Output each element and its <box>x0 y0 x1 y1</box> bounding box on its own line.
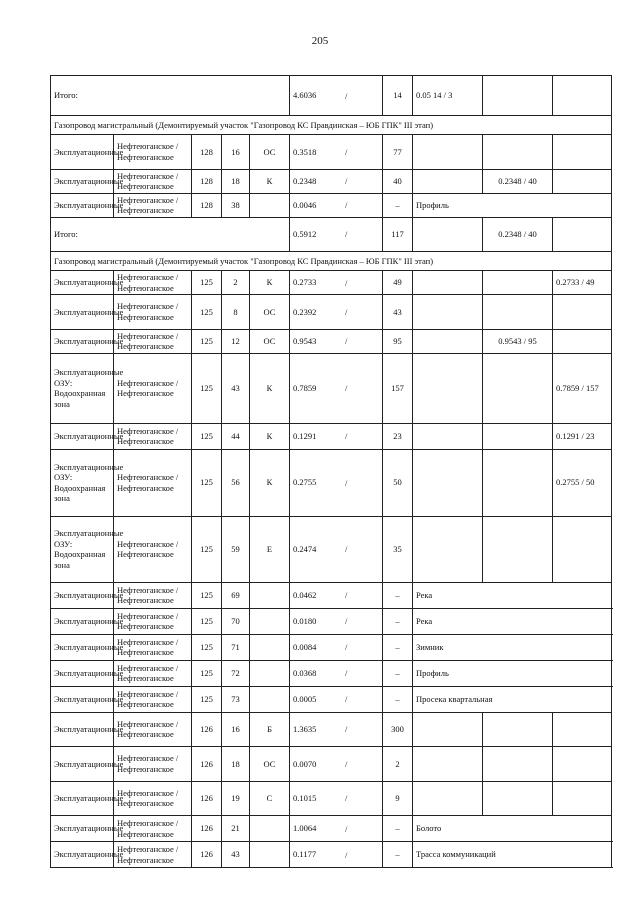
table-row <box>51 135 612 170</box>
note-cell: Река <box>413 608 612 634</box>
protection-cell: С <box>250 781 290 816</box>
forestry-cell: Нефтеюганское / Нефтеюганское <box>114 193 192 217</box>
section-cell: 71 <box>222 634 250 660</box>
area-separator: / <box>345 229 348 239</box>
table-body <box>51 76 612 868</box>
area-value: 0.2348 <box>293 175 317 186</box>
forestry-cell: Нефтеюганское / Нефтеюганское <box>114 816 192 842</box>
quarter-cell: 125 <box>192 686 222 712</box>
quarter-cell: 126 <box>192 781 222 816</box>
value-col-1 <box>413 217 483 252</box>
value-col-1 <box>413 135 483 170</box>
table-row <box>51 295 612 330</box>
table-row <box>51 423 612 449</box>
area-separator: / <box>345 146 348 157</box>
table-row <box>51 634 612 660</box>
value-col-2 <box>483 271 553 295</box>
category-cell: Эксплуатационные <box>51 169 114 193</box>
area-value: 0.0070 <box>293 758 317 769</box>
quarter-cell: 128 <box>192 169 222 193</box>
forestry-cell: Нефтеюганское / Нефтеюганское <box>114 582 192 608</box>
area-value: 0.0368 <box>293 667 317 678</box>
page-number: 205 <box>311 35 329 47</box>
forestry-cell: Нефтеюганское / Нефтеюганское <box>114 634 192 660</box>
forestry-cell: Нефтеюганское / Нефтеюганское <box>114 686 192 712</box>
section-header-row <box>51 252 612 271</box>
note-cell: Болото <box>413 816 612 842</box>
value-col-2: 0.9543 / 95 <box>483 329 553 353</box>
forest-allocation-table <box>50 75 612 868</box>
section-cell: 21 <box>222 816 250 842</box>
quarter-cell: 125 <box>192 449 222 516</box>
section-cell: 19 <box>222 781 250 816</box>
quarter-cell: 125 <box>192 295 222 330</box>
table-row <box>51 353 612 423</box>
protection-cell: К <box>250 169 290 193</box>
value-col-3 <box>553 169 612 193</box>
value-col-3: 0.1291 / 23 <box>553 423 612 449</box>
area-separator: / <box>345 693 348 704</box>
category-cell: Эксплуатационные <box>51 686 114 712</box>
area-separator: / <box>345 823 348 834</box>
value-col-3: 0.2755 / 50 <box>553 449 612 516</box>
category-cell: Эксплуатационные <box>51 747 114 782</box>
value-col-1 <box>413 747 483 782</box>
section-cell: 38 <box>222 193 250 217</box>
value-col-3 <box>553 76 612 116</box>
forestry-cell: Нефтеюганское / Нефтеюганское <box>114 712 192 747</box>
section-cell: 59 <box>222 516 250 582</box>
forestry-cell: Нефтеюганское / Нефтеюганское <box>114 423 192 449</box>
note-cell: Просека квартальная <box>413 686 612 712</box>
forestry-cell: Нефтеюганское / Нефтеюганское <box>114 781 192 816</box>
note-cell: Река <box>413 582 612 608</box>
area-cell <box>290 76 383 116</box>
area-separator: / <box>345 90 348 101</box>
protection-cell: ОС <box>250 329 290 353</box>
forestry-cell: Нефтеюганское / Нефтеюганское <box>114 169 192 193</box>
section-cell: 69 <box>222 582 250 608</box>
value-col-2 <box>483 747 553 782</box>
total-row <box>51 217 612 252</box>
forestry-cell: Нефтеюганское / Нефтеюганское <box>114 516 192 582</box>
quarter-cell: 128 <box>192 193 222 217</box>
area-cell <box>290 193 383 217</box>
category-cell: Эксплуатационные <box>51 712 114 747</box>
value-col-1 <box>413 449 483 516</box>
protection-cell: ОС <box>250 295 290 330</box>
area-value: 0.2392 <box>293 306 317 317</box>
section-cell: 2 <box>222 271 250 295</box>
table-row <box>51 660 612 686</box>
area-value: 0.3518 <box>293 146 317 157</box>
category-cell: Эксплуатационные <box>51 781 114 816</box>
area-cell <box>290 516 383 582</box>
area-cell <box>290 747 383 782</box>
area-cell <box>290 423 383 449</box>
forestry-cell: Нефтеюганское / Нефтеюганское <box>114 608 192 634</box>
count-cell: – <box>383 686 413 712</box>
table-row <box>51 516 612 582</box>
note-cell: Трасса коммуникаций <box>413 842 612 868</box>
note-cell: Зимник <box>413 634 612 660</box>
section-cell: 16 <box>222 135 250 170</box>
section-cell: 70 <box>222 608 250 634</box>
table-row <box>51 686 612 712</box>
note-cell: Профиль <box>413 193 612 217</box>
section-cell: 12 <box>222 329 250 353</box>
value-col-3 <box>553 217 612 252</box>
value-col-1 <box>413 329 483 353</box>
category-cell: Эксплуатационные <box>51 423 114 449</box>
count-cell: – <box>383 193 413 217</box>
protection-cell: Е <box>250 516 290 582</box>
protection-cell <box>250 842 290 868</box>
protection-cell <box>250 634 290 660</box>
value-col-2 <box>483 353 553 423</box>
section-cell: 72 <box>222 660 250 686</box>
quarter-cell: 125 <box>192 423 222 449</box>
area-value: 0.0046 <box>293 199 317 210</box>
area-separator: / <box>345 306 348 317</box>
section-cell: 8 <box>222 295 250 330</box>
area-value: 1.3635 <box>293 724 317 734</box>
quarter-cell: 126 <box>192 816 222 842</box>
section-cell: 16 <box>222 712 250 747</box>
protection-cell: К <box>250 353 290 423</box>
forestry-cell: Нефтеюганское / Нефтеюганское <box>114 271 192 295</box>
area-cell <box>290 712 383 747</box>
value-col-3 <box>553 781 612 816</box>
category-cell: Эксплуатационные <box>51 842 114 868</box>
area-separator: / <box>345 589 348 600</box>
area-cell <box>290 842 383 868</box>
area-value: 0.2755 <box>293 477 317 488</box>
area-value: 1.0064 <box>293 823 317 834</box>
protection-cell: ОС <box>250 747 290 782</box>
count-cell: 35 <box>383 516 413 582</box>
count-cell: 77 <box>383 135 413 170</box>
section-cell: 44 <box>222 423 250 449</box>
category-cell: Эксплуатационные ОЗУ: Водоохранная зона <box>51 353 114 423</box>
total-label: Итого: <box>51 217 290 252</box>
total-row <box>51 76 612 116</box>
quarter-cell: 125 <box>192 329 222 353</box>
count-cell: 157 <box>383 353 413 423</box>
protection-cell: Б <box>250 712 290 747</box>
area-value: 0.1015 <box>293 793 317 803</box>
value-col-3 <box>553 747 612 782</box>
category-cell: Эксплуатационные <box>51 135 114 170</box>
area-cell <box>290 634 383 660</box>
category-cell: Эксплуатационные ОЗУ: Водоохранная зона <box>51 449 114 516</box>
area-separator: / <box>345 199 348 210</box>
value-col-2: 0.2348 / 40 <box>483 169 553 193</box>
area-separator: / <box>345 667 348 678</box>
count-cell: – <box>383 660 413 686</box>
category-cell: Эксплуатационные ОЗУ: Водоохранная зона <box>51 516 114 582</box>
forestry-cell: Нефтеюганское / Нефтеюганское <box>114 747 192 782</box>
protection-cell: К <box>250 271 290 295</box>
area-separator: / <box>345 430 348 441</box>
value-col-2 <box>483 516 553 582</box>
count-cell: – <box>383 842 413 868</box>
area-separator: / <box>345 477 348 488</box>
category-cell: Эксплуатационные <box>51 193 114 217</box>
table-row <box>51 193 612 217</box>
area-separator: / <box>345 543 348 554</box>
category-cell: Эксплуатационные <box>51 660 114 686</box>
forestry-cell: Нефтеюганское / Нефтеюганское <box>114 295 192 330</box>
value-col-1 <box>413 781 483 816</box>
count-cell: – <box>383 582 413 608</box>
section-cell: 18 <box>222 169 250 193</box>
section-header-row <box>51 116 612 135</box>
count-cell: 117 <box>383 217 413 252</box>
protection-cell <box>250 608 290 634</box>
section-cell: 18 <box>222 747 250 782</box>
value-col-2 <box>483 295 553 330</box>
quarter-cell: 125 <box>192 660 222 686</box>
forestry-cell: Нефтеюганское / Нефтеюганское <box>114 135 192 170</box>
area-cell <box>290 660 383 686</box>
value-col-3: 0.7859 / 157 <box>553 353 612 423</box>
count-cell: 14 <box>383 76 413 116</box>
quarter-cell: 125 <box>192 634 222 660</box>
section-cell: 56 <box>222 449 250 516</box>
value-col-2: 0.2348 / 40 <box>483 217 553 252</box>
area-separator: / <box>345 641 348 652</box>
count-cell: 49 <box>383 271 413 295</box>
area-value: 0.2474 <box>293 543 317 554</box>
value-col-3 <box>553 329 612 353</box>
quarter-cell: 125 <box>192 271 222 295</box>
value-col-1 <box>413 353 483 423</box>
area-value: 0.1291 <box>293 430 317 441</box>
value-col-2 <box>483 423 553 449</box>
value-col-1 <box>413 295 483 330</box>
area-value: 0.5912 <box>293 229 317 239</box>
quarter-cell: 126 <box>192 842 222 868</box>
table-row <box>51 449 612 516</box>
quarter-cell: 125 <box>192 582 222 608</box>
value-col-1 <box>413 271 483 295</box>
category-cell: Эксплуатационные <box>51 608 114 634</box>
count-cell: 9 <box>383 781 413 816</box>
quarter-cell: 125 <box>192 353 222 423</box>
area-cell <box>290 217 383 252</box>
quarter-cell: 125 <box>192 516 222 582</box>
value-col-3 <box>553 295 612 330</box>
area-value: 0.0084 <box>293 641 317 652</box>
quarter-cell: 126 <box>192 747 222 782</box>
value-col-2 <box>483 76 553 116</box>
protection-cell <box>250 660 290 686</box>
quarter-cell: 126 <box>192 712 222 747</box>
value-col-3 <box>553 516 612 582</box>
area-cell <box>290 135 383 170</box>
protection-cell: К <box>250 423 290 449</box>
forestry-cell: Нефтеюганское / Нефтеюганское <box>114 353 192 423</box>
count-cell: 43 <box>383 295 413 330</box>
area-cell <box>290 295 383 330</box>
area-value: 0.9543 <box>293 335 317 346</box>
area-cell <box>290 686 383 712</box>
category-cell: Эксплуатационные <box>51 634 114 660</box>
area-separator: / <box>345 335 348 346</box>
table-row <box>51 712 612 747</box>
section-cell: 73 <box>222 686 250 712</box>
area-separator: / <box>345 277 348 288</box>
value-col-1 <box>413 423 483 449</box>
table-row <box>51 842 612 868</box>
protection-cell <box>250 816 290 842</box>
table-row <box>51 781 612 816</box>
count-cell: 50 <box>383 449 413 516</box>
value-col-2 <box>483 449 553 516</box>
quarter-cell: 128 <box>192 135 222 170</box>
forestry-cell: Нефтеюганское / Нефтеюганское <box>114 449 192 516</box>
area-value: 0.2733 <box>293 277 317 288</box>
table-row <box>51 608 612 634</box>
note-cell: Профиль <box>413 660 612 686</box>
area-value: 0.0462 <box>293 589 317 600</box>
protection-cell <box>250 193 290 217</box>
value-col-2 <box>483 712 553 747</box>
area-separator: / <box>345 758 348 769</box>
count-cell: 300 <box>383 712 413 747</box>
total-label: Итого: <box>51 76 290 116</box>
area-separator: / <box>345 849 348 860</box>
count-cell: 40 <box>383 169 413 193</box>
category-cell: Эксплуатационные <box>51 295 114 330</box>
forestry-cell: Нефтеюганское / Нефтеюганское <box>114 842 192 868</box>
forestry-cell: Нефтеюганское / Нефтеюганское <box>114 329 192 353</box>
area-cell <box>290 449 383 516</box>
area-separator: / <box>345 615 348 626</box>
protection-cell: ОС <box>250 135 290 170</box>
area-cell <box>290 353 383 423</box>
area-value: 0.0180 <box>293 615 317 626</box>
section-title: Газопровод магистральный (Демонтируемый участок "Газопровод КС Правдинская – ЮБ ГПК" III этап) <box>51 116 612 135</box>
value-col-3 <box>553 135 612 170</box>
category-cell: Эксплуатационные <box>51 816 114 842</box>
area-value: 4.6036 <box>293 90 317 101</box>
area-cell <box>290 781 383 816</box>
category-cell: Эксплуатационные <box>51 582 114 608</box>
count-cell: 23 <box>383 423 413 449</box>
area-separator: / <box>345 175 348 186</box>
area-value: 0.1177 <box>293 849 317 860</box>
table-row <box>51 271 612 295</box>
area-separator: / <box>345 724 348 734</box>
protection-cell <box>250 582 290 608</box>
section-cell: 43 <box>222 842 250 868</box>
count-cell: – <box>383 634 413 660</box>
area-separator: / <box>345 382 348 393</box>
count-cell: 95 <box>383 329 413 353</box>
count-cell: – <box>383 816 413 842</box>
area-cell <box>290 816 383 842</box>
area-cell <box>290 169 383 193</box>
category-cell: Эксплуатационные <box>51 329 114 353</box>
area-cell <box>290 582 383 608</box>
table-row <box>51 169 612 193</box>
area-cell <box>290 329 383 353</box>
forestry-cell: Нефтеюганское / Нефтеюганское <box>114 660 192 686</box>
value-col-1 <box>413 169 483 193</box>
table-row <box>51 747 612 782</box>
table-row <box>51 329 612 353</box>
value-col-2 <box>483 135 553 170</box>
value-col-2 <box>483 781 553 816</box>
area-cell <box>290 271 383 295</box>
area-separator: / <box>345 793 348 803</box>
section-title: Газопровод магистральный (Демонтируемый участок "Газопровод КС Правдинская – ЮБ ГПК" III этап) <box>51 252 612 271</box>
area-value: 0.0005 <box>293 693 317 704</box>
table-row <box>51 582 612 608</box>
protection-cell <box>250 686 290 712</box>
quarter-cell: 125 <box>192 608 222 634</box>
count-cell: 2 <box>383 747 413 782</box>
value-col-1: 0.05 14 / 3 <box>413 76 483 116</box>
area-value: 0.7859 <box>293 382 317 393</box>
category-cell: Эксплуатационные <box>51 271 114 295</box>
value-col-3: 0.2733 / 49 <box>553 271 612 295</box>
table-row <box>51 816 612 842</box>
value-col-1 <box>413 712 483 747</box>
value-col-3 <box>553 712 612 747</box>
section-cell: 43 <box>222 353 250 423</box>
value-col-1 <box>413 516 483 582</box>
count-cell: – <box>383 608 413 634</box>
area-cell <box>290 608 383 634</box>
protection-cell: К <box>250 449 290 516</box>
